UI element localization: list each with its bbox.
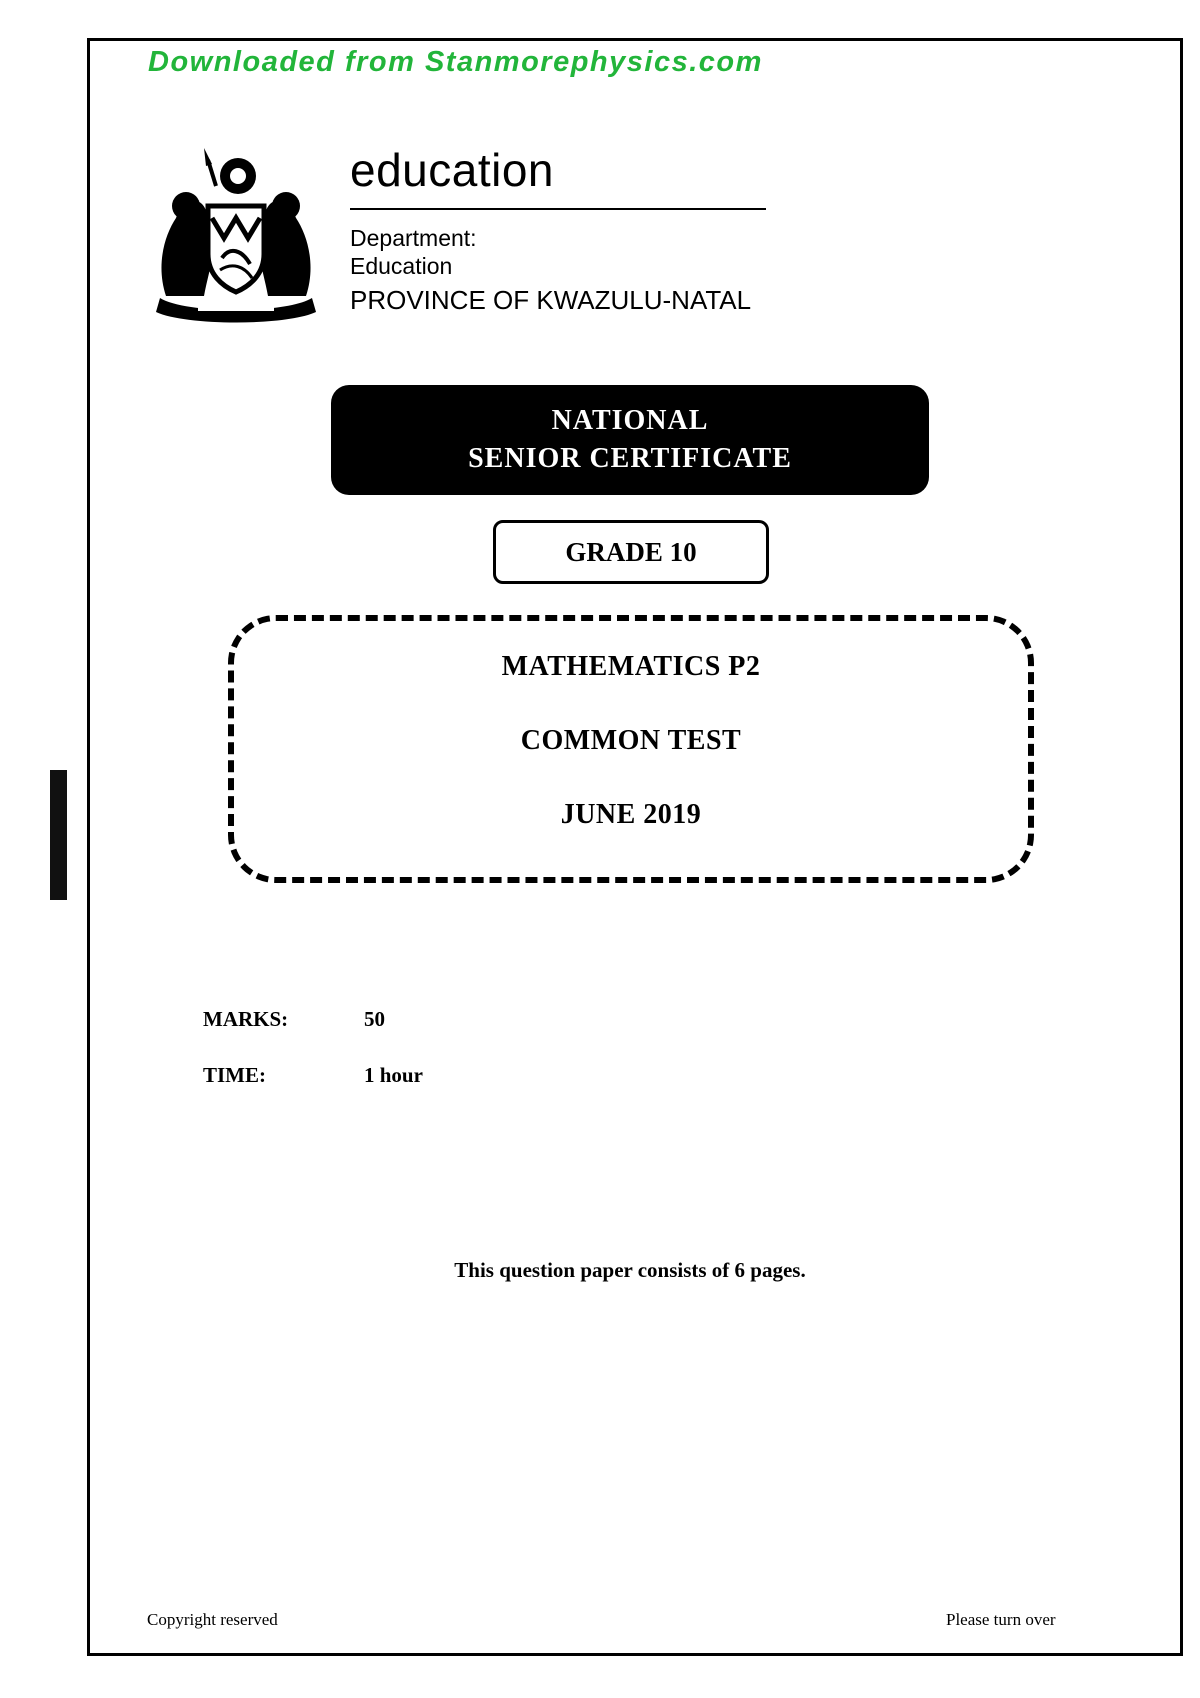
page-count-note: This question paper consists of 6 pages. (454, 1258, 806, 1282)
download-banner: Downloaded from Stanmorephysics.com (148, 46, 763, 78)
wordmark-rule (350, 208, 766, 210)
binding-strip (50, 770, 67, 900)
copyright-footer: Copyright reserved (147, 1610, 278, 1629)
time-label: TIME: (203, 1063, 266, 1087)
coat-of-arms-icon (146, 146, 326, 326)
certificate-line-2: SENIOR CERTIFICATE (468, 443, 792, 474)
department-name: Education (350, 253, 453, 279)
subject-box (228, 615, 1034, 883)
education-wordmark: education (350, 144, 554, 196)
department-label: Department: (350, 225, 477, 251)
department-block (350, 140, 766, 318)
certificate-line-1: NATIONAL (551, 405, 709, 436)
marks-value: 50 (364, 1007, 385, 1031)
turn-over-footer: Please turn over (946, 1610, 1056, 1629)
certificate-banner (331, 385, 929, 495)
subject-name: MATHEMATICS P2 (501, 651, 761, 682)
grade-label: GRADE 10 (493, 520, 769, 584)
test-name: COMMON TEST (520, 725, 742, 756)
province-name: PROVINCE OF KWAZULU-NATAL (350, 285, 752, 315)
test-date: JUNE 2019 (560, 799, 702, 830)
marks-label: MARKS: (203, 1007, 289, 1031)
time-value: 1 hour (364, 1063, 423, 1087)
